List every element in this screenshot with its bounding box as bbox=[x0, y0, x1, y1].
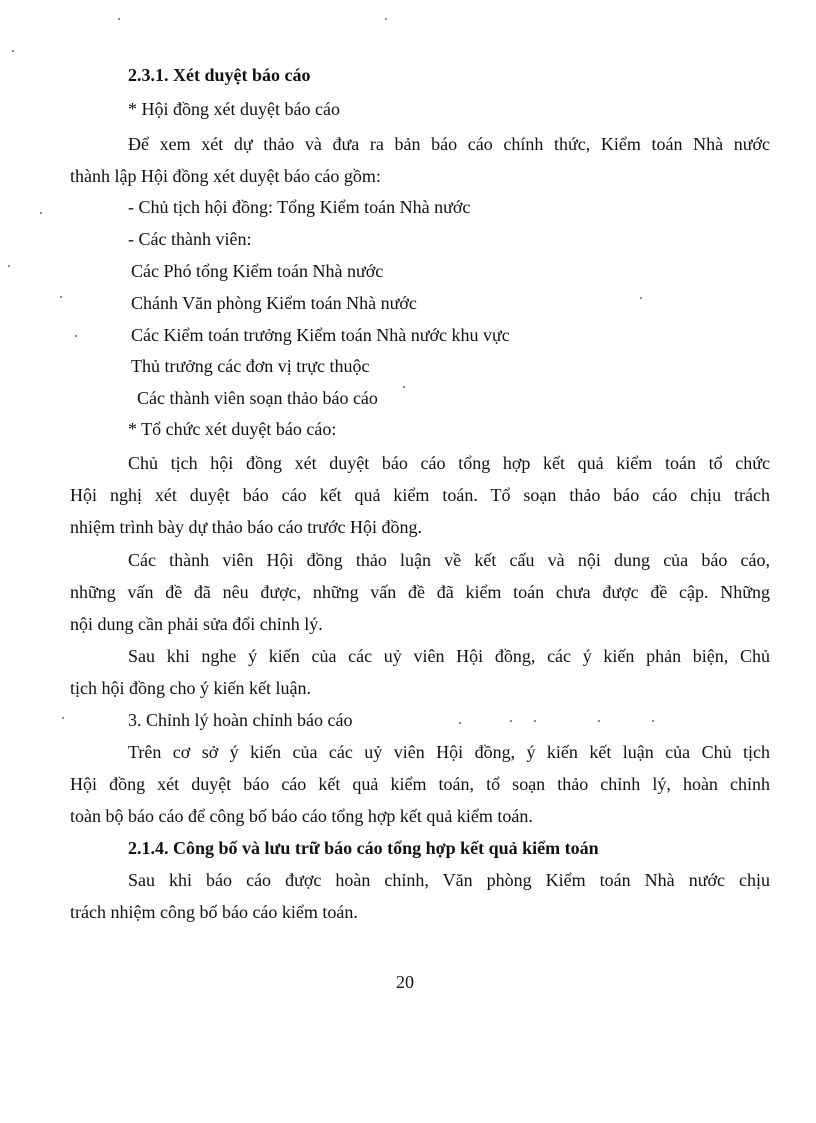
paragraph-line: Hội nghị xét duyệt báo cáo kết quả kiểm toán. Tổ soạn thảo báo cáo chịu trách bbox=[70, 485, 770, 505]
scan-speck bbox=[40, 212, 42, 214]
scan-speck bbox=[60, 296, 62, 298]
scan-speck bbox=[62, 717, 64, 719]
scan-speck bbox=[75, 335, 77, 337]
scan-speck bbox=[652, 720, 654, 722]
scan-speck bbox=[118, 18, 120, 20]
bullet-heading: * Tổ chức xét duyệt báo cáo: bbox=[128, 419, 337, 439]
paragraph-line: Trên cơ sở ý kiến của các uỷ viên Hội đồng, ý kiến kết luận của Chủ tịch bbox=[128, 742, 770, 762]
scan-speck bbox=[8, 265, 10, 267]
member-item: Các Phó tổng Kiểm toán Nhà nước bbox=[131, 261, 384, 281]
paragraph-line: trách nhiệm công bố báo cáo kiểm toán. bbox=[70, 902, 358, 922]
scan-speck bbox=[403, 386, 405, 388]
scan-speck bbox=[534, 720, 536, 722]
member-item: Các thành viên soạn thảo báo cáo bbox=[137, 388, 378, 408]
paragraph-line: Để xem xét dự thảo và đưa ra bản báo cáo chính thức, Kiểm toán Nhà nước bbox=[128, 134, 770, 154]
paragraph-line: thành lập Hội đồng xét duyệt báo cáo gồm: bbox=[70, 166, 381, 186]
paragraph-line: toàn bộ báo cáo để công bố báo cáo tổng hợp kết quả kiểm toán. bbox=[70, 806, 533, 826]
paragraph-line: Sau khi nghe ý kiến của các uỷ viên Hội đồng, các ý kiến phản biện, Chủ bbox=[128, 646, 770, 666]
list-item: - Chủ tịch hội đồng: Tổng Kiểm toán Nhà nước bbox=[128, 197, 471, 217]
paragraph-line: Các thành viên Hội đồng thảo luận về kết cấu và nội dung của báo cáo, bbox=[128, 550, 770, 570]
scan-speck bbox=[385, 18, 387, 20]
paragraph-line: những vấn đề đã nêu được, những vấn đề đã kiểm toán chưa được đề cập. Những bbox=[70, 582, 770, 602]
paragraph-line: Hội đồng xét duyệt báo cáo kết quả kiểm toán, tổ soạn thảo chỉnh lý, hoàn chỉnh bbox=[70, 774, 770, 794]
page-number: 20 bbox=[396, 972, 414, 992]
section-heading: 2.1.4. Công bố và lưu trữ báo cáo tổng hợp kết quả kiểm toán bbox=[128, 838, 599, 858]
scan-speck bbox=[598, 720, 600, 722]
scan-speck bbox=[459, 722, 461, 724]
member-item: Chánh Văn phòng Kiểm toán Nhà nước bbox=[131, 293, 417, 313]
scan-speck bbox=[510, 720, 512, 722]
paragraph-line: nhiệm trình bày dự thảo báo cáo trước Hội đồng. bbox=[70, 517, 422, 537]
paragraph-line: nội dung cần phải sửa đổi chỉnh lý. bbox=[70, 614, 323, 634]
list-item: - Các thành viên: bbox=[128, 229, 252, 249]
paragraph-line: Sau khi báo cáo được hoàn chỉnh, Văn phòng Kiểm toán Nhà nước chịu bbox=[128, 870, 770, 890]
paragraph-line: tịch hội đồng cho ý kiến kết luận. bbox=[70, 678, 311, 698]
section-heading: 2.3.1. Xét duyệt báo cáo bbox=[128, 65, 311, 85]
paragraph-line: Chủ tịch hội đồng xét duyệt báo cáo tổng hợp kết quả kiểm toán tổ chức bbox=[128, 453, 770, 473]
member-item: Thủ trưởng các đơn vị trực thuộc bbox=[131, 356, 370, 376]
scan-speck bbox=[640, 297, 642, 299]
subsection-heading: 3. Chỉnh lý hoàn chỉnh báo cáo bbox=[128, 710, 353, 730]
bullet-heading: * Hội đồng xét duyệt báo cáo bbox=[128, 99, 340, 119]
member-item: Các Kiểm toán trưởng Kiểm toán Nhà nước khu vực bbox=[131, 325, 510, 345]
scan-speck bbox=[12, 50, 14, 52]
